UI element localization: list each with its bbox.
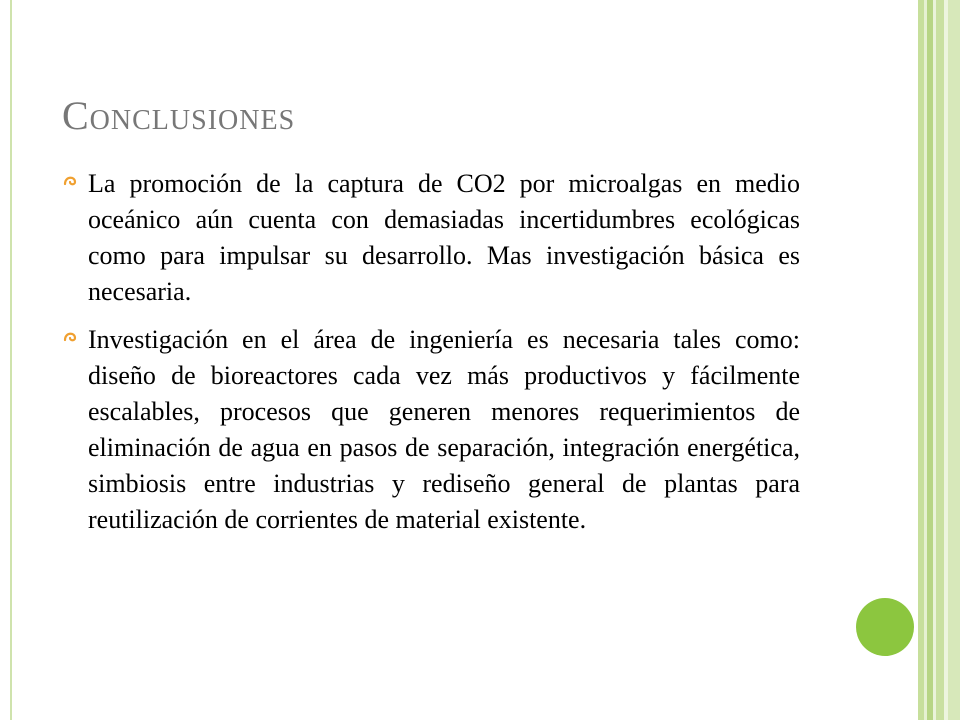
slide-title: Conclusiones (62, 93, 296, 138)
bullet-item (62, 322, 800, 538)
left-border-line (10, 0, 12, 720)
curly-bullet-icon (62, 172, 78, 188)
curly-bullet-icon (62, 328, 78, 344)
decorative-stripe (936, 0, 944, 720)
bullet-text: La promoción de la captura de CO2 por microalgas en medio oceánico aún cuenta con demasiadas incertidumbres ecológicas como para impulsar su desarrollo. Mas investigación básica es necesaria. (88, 169, 800, 306)
bullet-list (62, 166, 800, 550)
decorative-circle (856, 598, 914, 656)
bullet-item (62, 166, 800, 310)
bullet-text: Investigación en el área de ingeniería es necesaria tales como: diseño de bioreactores cada vez más productivos y fácilmente escalables, procesos que generen menores requerimientos de eliminación de agua en pasos de separación, integración energética, simbiosis entre industrias y rediseño general de plantas para reutilización de corrientes de material existente. (88, 325, 800, 534)
decorative-stripe (948, 0, 960, 720)
